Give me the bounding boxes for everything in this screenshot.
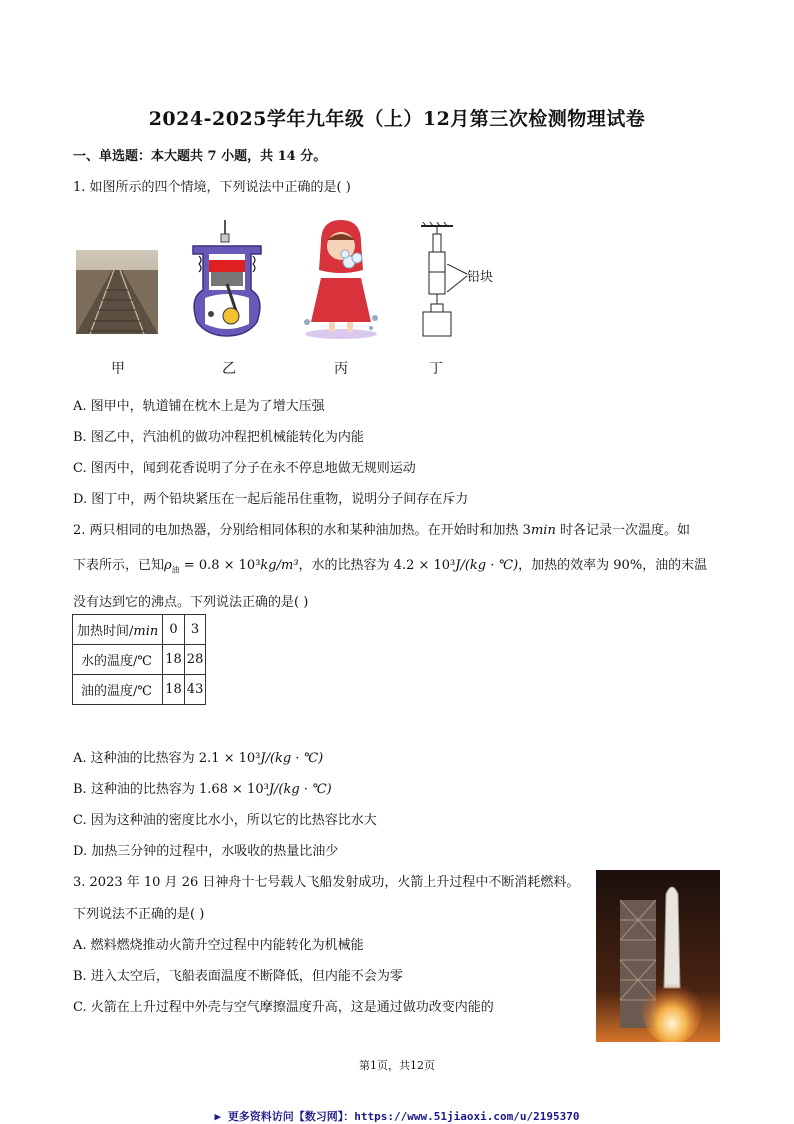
q2-text: ，水的比热容为 4.2 × 10³ [298,558,456,573]
q2-rho: ρ [164,558,172,573]
q3-option-b: B. 进入太空后，飞船表面温度不断降低，但内能不会为零 [73,969,403,984]
leader-lines [447,264,469,294]
q1-option-c: C. 图丙中，闻到花香说明了分子在永不停息地做无规则运动 [73,461,416,476]
q2-text: 2. 两只相同的电加热器，分别给相同体积的水和某种油加热。在开始时和加热 3 [73,523,531,538]
q2-stem-line3: 没有达到它的沸点。下列说法正确的是( ) [73,595,309,610]
q2-option-b [73,778,332,797]
fig-label-ding: 丁 [429,361,443,377]
table-row [73,615,206,645]
q2-unit-heat: J/(kg · ℃) [455,558,519,573]
table-cell: 3 [184,615,206,645]
q3-option-a: A. 燃料燃烧推动火箭升空过程中内能转化为机械能 [73,938,364,953]
option-unit: J/(kg · ℃) [268,782,332,797]
table-cell: 0 [163,615,185,645]
q1-option-b: B. 图乙中，汽油机的做功冲程把机械能转化为内能 [73,430,364,445]
table-cell: 油的温度/℃ [73,675,163,705]
q1-figures [73,218,513,378]
q2-stem-line2 [73,554,707,576]
table-cell: 18 [163,675,185,705]
table-header-cell [73,615,163,645]
header-unit: min [133,624,159,639]
girl-smelling-flowers-image [301,218,381,344]
q2-option-d: D. 加热三分钟的过程中，水吸收的热量比油少 [73,844,339,859]
option-unit: J/(kg · ℃) [260,751,324,766]
table-row [73,645,206,675]
lead-block-label: 铅块 [467,270,494,285]
section-heading: 一、单选题：本大题共 7 小题，共 14 分。 [73,149,327,164]
page-number: 第1页，共12页 [359,1059,435,1072]
q1-option-d: D. 图丁中，两个铅块紧压在一起后能吊住重物，说明分子间存在斥力 [73,492,469,507]
option-text: B. 这种油的比热容为 1.68 × 10³ [73,782,269,797]
fig-label-yi: 乙 [222,361,236,377]
table-cell: 28 [184,645,206,675]
q2-text: ，加热的效率为 90%，油的末温 [518,558,708,573]
engine-cylinder-image [187,220,267,342]
table-cell: 水的温度/℃ [73,645,163,675]
q1-stem: 1. 如图所示的四个情境，下列说法中正确的是( ) [73,180,351,195]
q2-unit-density: kg/m³ [260,558,299,573]
rocket-launch-image [596,870,720,1042]
table-cell: 43 [184,675,206,705]
fig-label-bing: 丙 [334,361,348,377]
q2-unit-min: min [530,523,556,538]
option-text: A. 这种油的比热容为 2.1 × 10³ [73,751,261,766]
table-row [73,675,206,705]
q2-option-a [73,747,323,766]
temperature-table [72,614,206,705]
q3-option-c: C. 火箭在上升过程中外壳与空气摩擦温度升高，这是通过做功改变内能的 [73,1000,494,1015]
q2-stem-line1 [73,519,690,538]
q2-text: 时各记录一次温度。如 [555,523,690,538]
table-cell: 18 [163,645,185,675]
header-label: 加热时间/ [77,624,134,639]
q2-rho-subscript: 油 [171,565,180,575]
resource-link-banner[interactable]: ▶ 更多资料访问【数习网】：https://www.51jiaoxi.com/u/2195370 [214,1110,580,1123]
railway-track-image [76,250,158,338]
q3-stem-line1: 3. 2023 年 10 月 26 日神舟十七号载人飞船发射成功，火箭上升过程中不断消耗燃料。 [73,875,580,890]
fig-label-jia: 甲 [111,361,125,377]
q2-text: = 0.8 × 10³ [179,558,261,573]
q1-option-a: A. 图甲中，轨道铺在枕木上是为了增大压强 [73,399,325,414]
q2-text: 下表所示，已知 [73,558,165,573]
q2-option-c: C. 因为这种油的密度比水小，所以它的比热容比水大 [73,813,377,828]
q3-stem-line2: 下列说法不正确的是( ) [73,907,205,922]
page-title: 2024-2025学年九年级（上）12月第三次检测物理试卷 [148,108,646,130]
